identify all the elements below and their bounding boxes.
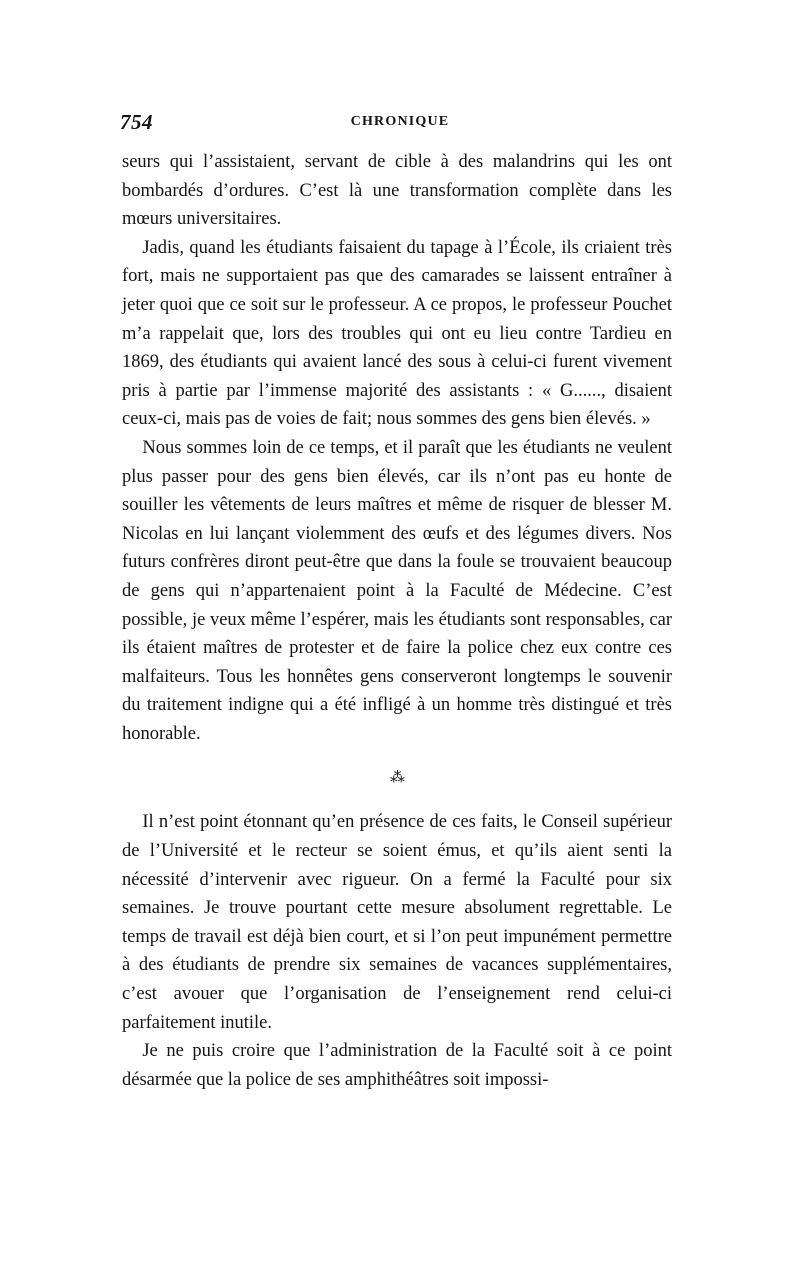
asterism-glyph: ⁂ bbox=[390, 770, 404, 787]
paragraph-1: seurs qui l’assistaient, servant de cible à des malandrins qui les ont bombardés d’ordures. C’est là une transformation complète dans les mœurs universitaires. bbox=[122, 152, 672, 230]
page-header bbox=[120, 110, 680, 138]
running-head: CHRONIQUE bbox=[350, 114, 450, 129]
page-number: 754 bbox=[120, 110, 153, 134]
paragraph-3: Nous sommes loin de ce temps, et il paraît que les étudiants ne veulent plus passer pour des gens bien élevés, car ils n’ont pas eu honte de souiller les vêtements de leurs maîtres et même de risquer de blesser M. Nicolas en lui lançant violemment des œufs et des légumes divers. Nos futurs confrères diront peut-être que dans la foule se trouvaient beaucoup de gens qui n’appartenaient point à la Faculté de Médecine. C’est possible, je veux même l’espérer, mais les étudiants sont responsables, car ils étaient maîtres de protester et de faire la police chez eux contre ces malfaiteurs. Tous les honnêtes gens conserveront longtemps le souvenir du traitement indigne qui a été infligé à un homme très distingué et très honorable. bbox=[122, 437, 672, 744]
paragraph-5: Je ne puis croire que l’administration de la Faculté soit à ce point désarmée que la police de ses amphithéâtres soit impossi- bbox=[122, 1041, 672, 1090]
paragraph-2: Jadis, quand les étudiants faisaient du tapage à l’École, ils criaient très fort, mais ne supportaient pas que des camarades se laissent entraîner à jeter quoi que ce soit sur le professeur. A ce propos, le professeur Pouchet m’a rappelait que, lors des troubles qui ont eu lieu contre Tardieu en 1869, des étudiants qui avaient lancé des sous à celui-ci furent vivement pris à partie par l’immense majorité des assistants : « G......, disaient ceux-ci, mais pas de voies de fait; nous sommes des gens bien élevés. » bbox=[122, 237, 672, 430]
page-body bbox=[122, 148, 672, 1094]
asterism-separator bbox=[122, 748, 672, 808]
paragraph-4: Il n’est point étonnant qu’en présence de ces faits, le Conseil supérieur de l’Université et le recteur se soient émus, et qu’ils aient senti la nécessité d’intervenir avec rigueur. On a fermé la Faculté pour six semaines. Je trouve pourtant cette mesure absolument regrettable. Le temps de travail est déjà bien court, et si l’on peut impunément permettre à des étudiants de prendre six semaines de vacances supplémentaires, c’est avouer que l’organisation de l’enseignement rend celui-ci parfaitement inutile. bbox=[122, 812, 672, 1033]
